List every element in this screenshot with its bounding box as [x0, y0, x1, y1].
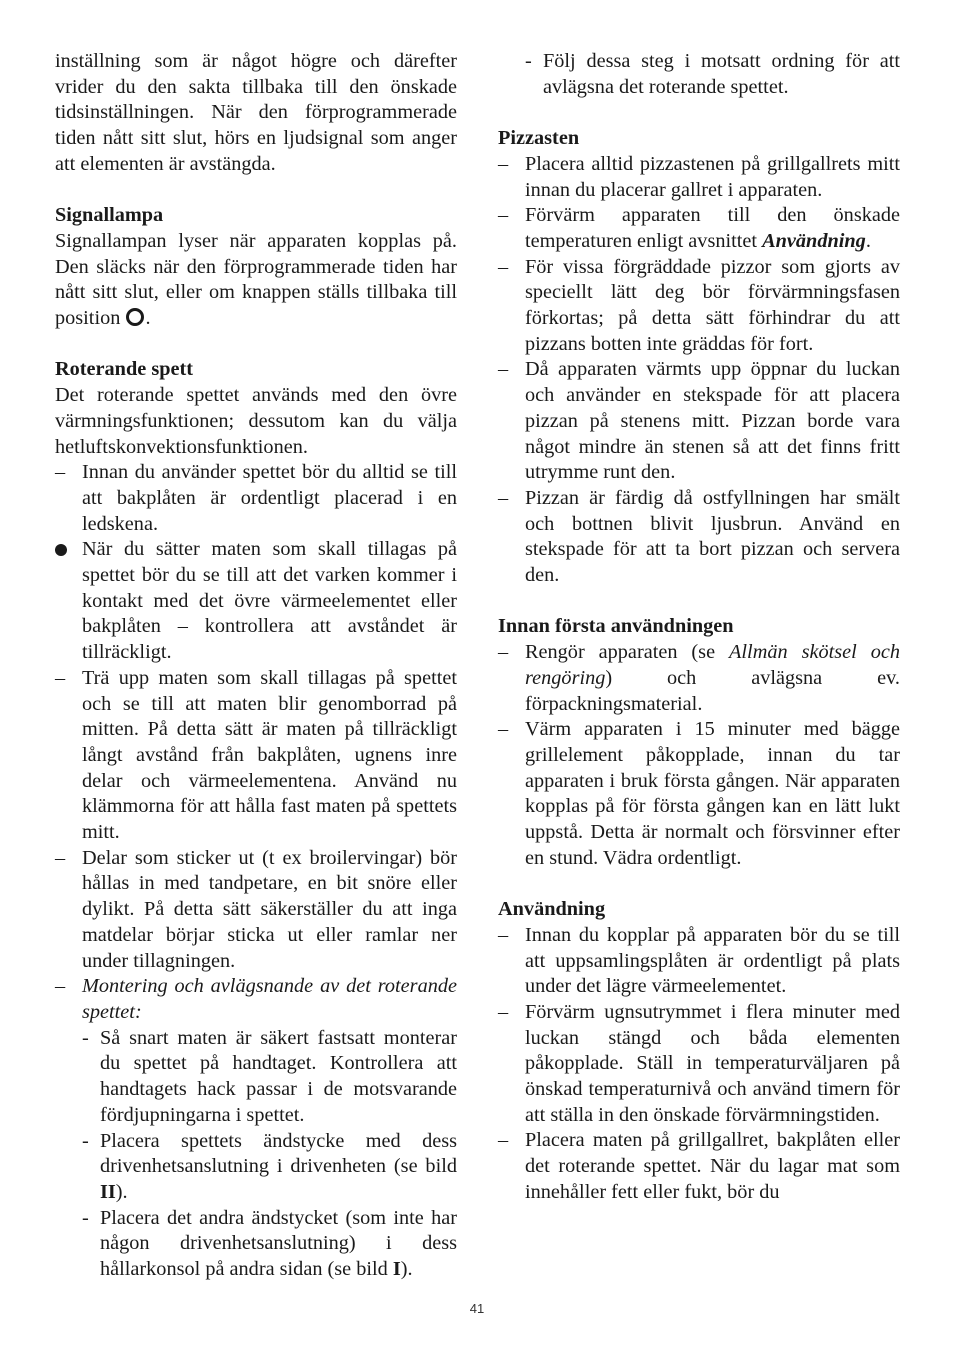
list-item-text: Innan du kopplar på apparaten bör du se till att uppsamlingsplåten är ordentligt på plats under det lägre värmeelementet. [525, 923, 900, 998]
sub-marker: - [525, 50, 532, 72]
dash-marker: – [498, 641, 509, 664]
list-item-text: Placera maten på grillgallret, bakplåten eller det roterande spettet. När du lagar mat som innehåller fett eller fukt, bör du [525, 1129, 900, 1203]
sub-list-item [55, 1129, 457, 1206]
dash-marker: – [498, 486, 509, 509]
list-item [498, 255, 900, 358]
dash-marker: – [498, 923, 509, 946]
section-ref: Användning [762, 229, 866, 252]
list-item [55, 846, 457, 975]
list-item [498, 923, 900, 1000]
left-column [55, 49, 457, 1283]
sub-list-item [55, 1206, 457, 1283]
list-item [498, 1000, 900, 1129]
list-item-text: När du sätter maten som skall tillagas på spettet bör du se till att det varken kommer i kontakt med det övre värmeelementet eller bakplåten – kontrollera att avståndet är tillräckligt. [82, 538, 457, 664]
spit-intro: Det roterande spettet används med den övre värmningsfunktionen; dessutom kan du välja hetluftskonvektionsfunktionen. [55, 384, 457, 458]
list-item [498, 357, 900, 486]
list-item-text: Värm apparaten i 15 minuter med bägge grillelement påkopplade, innan du tar apparaten i bruk första gången. När apparaten kopplas på för första gången kan en lätt lukt uppstå. Detta är normalt och försvinner efter en stund. Vädra ordentligt. [525, 718, 900, 869]
dash-marker: – [498, 1129, 509, 1152]
dash-marker: – [498, 718, 509, 741]
bullet-icon [55, 537, 67, 564]
dash-marker: – [55, 846, 66, 869]
list-item-text: Rengör apparaten (se [525, 641, 716, 664]
sub-list-item [55, 1026, 457, 1129]
sub-marker: - [82, 1206, 89, 1229]
off-position-icon [126, 308, 144, 326]
list-item [498, 486, 900, 589]
list-item [498, 1128, 900, 1205]
usage-heading: Användning [498, 898, 606, 921]
sub-list-item-text: Så snart maten är säkert fastsatt monterar du spettet på handtaget. Kontrollera att handtagets hack passar i de motsvarande fördjupningarna i spettet. [100, 1026, 457, 1126]
signal-paragraph [55, 229, 457, 332]
spit-heading: Roterande spett [55, 358, 193, 381]
list-item-text: Förvärm apparaten till den önskade temperaturen enligt avsnittet [525, 204, 900, 252]
list-item [55, 974, 457, 1025]
list-item-text: Innan du använder spettet bör du alltid se till att bakplåten är ordentligt placerad i en ledskena. [82, 461, 457, 535]
page-number: 41 [469, 1301, 485, 1316]
sub-list-item-text: ). [400, 1258, 413, 1281]
list-item-text: Montering och avlägsnande av det roterande spettet: [82, 975, 457, 1023]
sub-list-item-text: ). [115, 1180, 128, 1203]
intro-paragraph: inställning som är något högre och därefter vrider du den sakta tillbaka till den önskade tidsinställningen. När den förprogrammerade tiden nått sitt slut, hörs en ljudsignal som anger att elementen är avstängda. [55, 50, 457, 175]
list-item [55, 460, 457, 537]
list-item-text: Då apparaten värmts upp öppnar du luckan och använder en stekspade för att placera pizzan på stenens mitt. Pizzan borde vara något mindre än stenen så att det finns fritt utrymme runt den. [525, 358, 900, 484]
figure-ref: II [100, 1180, 116, 1203]
list-item: – Förvärm apparaten till den önskade temperaturen enligt avsnittet Användning. [498, 204, 900, 252]
dash-marker: – [498, 255, 509, 278]
sub-list-item-text: Placera det andra ändstycket (som inte har någon drivenhetsanslutning) i dess hållarkonsol på andra sidan (se bild [100, 1206, 457, 1281]
right-column [498, 49, 900, 1206]
signal-text: Signallampan lyser när apparaten kopplas på. Den släcks när den förprogrammerade tiden har nått sitt slut, eller om knappen ställs tillbaka till position [55, 229, 457, 330]
section-ref: Allmän skötsel och rengöring [525, 641, 900, 689]
list-item [498, 717, 900, 871]
sub-list-item-text: Följ dessa steg i motsatt ordning för att avlägsna det roterande spettet. [543, 50, 900, 98]
list-item-text: Pizzan är färdig då ostfyllningen har smält och bottnen blivit ljusbrun. Använd en stekspade för att ta bort pizzan och servera den. [525, 486, 900, 587]
list-item [498, 640, 900, 717]
dash-marker: – [55, 461, 66, 484]
signal-text-end: . [145, 307, 151, 330]
list-item [55, 666, 457, 846]
dash-marker: – [55, 666, 66, 689]
pizza-heading: Pizzasten [498, 127, 580, 150]
list-item-text: Delar som sticker ut (t ex broilervingar) bör hållas in med tandpetare, en bit snöre eller dylikt. På detta sätt säkerställer du att inga matdelar börjar sticka ut eller ramlar ner under tillagningen. [82, 846, 457, 972]
signal-heading: Signallampa [55, 204, 164, 227]
figure-ref: I [392, 1258, 401, 1281]
sub-marker: - [82, 1026, 89, 1049]
dash-marker: – [55, 975, 66, 998]
sub-marker: - [82, 1129, 89, 1152]
sub-list-item-text: Placera spettets ändstycke med dess drivenhetsanslutning i drivenheten (se bild [100, 1129, 457, 1178]
list-item-text: Placera alltid pizzastenen på grillgallrets mitt innan du placerar gallret i apparaten. [525, 152, 900, 201]
list-item-text: Trä upp maten som skall tillagas på spettet och se till att maten blir genomborrad på mitten. På detta sätt är maten på tillräckligt långt avstånd från bakplåten, ugnens inre delar och värmeelementena. Använd nu klämmorna för att hålla fast maten på spettets mitt. [82, 666, 457, 844]
sub-list-item [498, 49, 900, 100]
list-item-text: Förvärm ugnsutrymmet i flera minuter med luckan stängd och båda elementen påkopplade. Ställ in temperaturväljaren på önskad temperaturnivå och använd timern för att ställa in den önskade förvärmningstiden. [525, 1000, 900, 1126]
dash-marker: – [498, 152, 509, 175]
dash-marker: – [498, 1000, 509, 1023]
list-item [498, 152, 900, 203]
dash-marker: – [498, 204, 509, 227]
dash-marker: – [498, 358, 509, 381]
list-item-text: ) och avlägsna ev. förpackningsmaterial. [525, 666, 900, 715]
list-item-text: För vissa förgräddade pizzor som gjorts av speciellt lätt deg bör förvärmningsfasen förkortas; på detta sätt förhindrar du att pizzans botten inte gräddas för fort. [525, 255, 900, 355]
first-use-heading: Innan första användningen [498, 615, 734, 638]
list-item [55, 537, 457, 666]
